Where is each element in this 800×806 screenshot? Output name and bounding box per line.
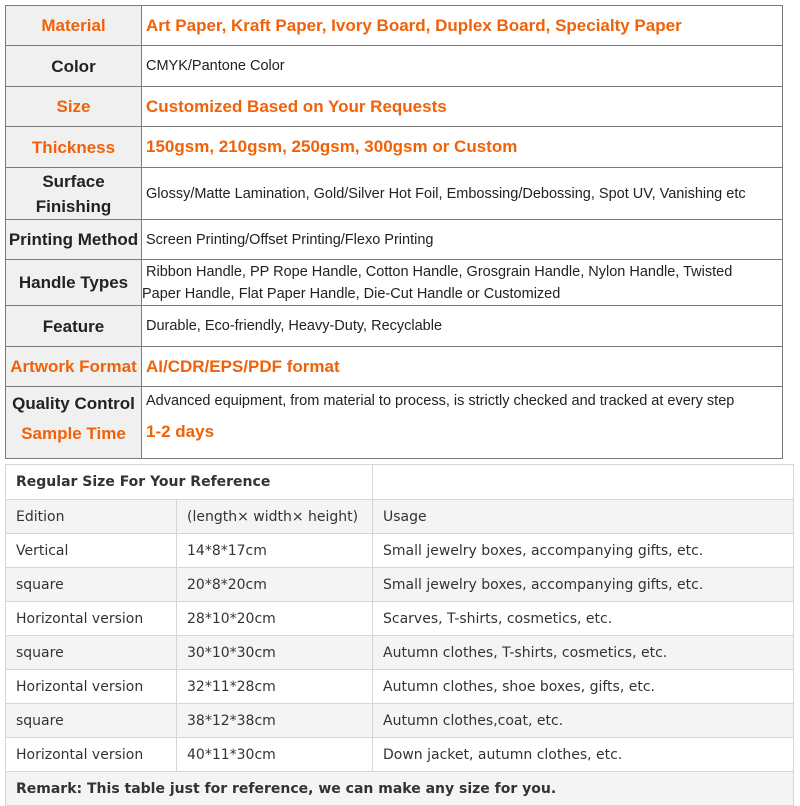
- table-row: [6, 704, 794, 738]
- color-label: Color: [6, 46, 142, 87]
- size-table-header-row: [6, 500, 794, 534]
- row-usage: Autumn clothes,coat, etc.: [373, 704, 794, 738]
- row-usage: Small jewelry boxes, accompanying gifts, etc.: [373, 568, 794, 602]
- surface-finishing-label-line1: Surface: [42, 171, 105, 191]
- spec-row-handle-types: [6, 260, 783, 306]
- table-row: [6, 636, 794, 670]
- row-dimensions: 40*11*30cm: [177, 738, 373, 772]
- header-usage: Usage: [373, 500, 794, 534]
- table-row: [6, 602, 794, 636]
- spec-row-color: [6, 46, 783, 87]
- artwork-format-value: AI/CDR/EPS/PDF format: [142, 347, 783, 387]
- row-edition: Horizontal version: [6, 602, 177, 636]
- spec-table: [5, 5, 783, 459]
- handle-types-value-line1: Ribbon Handle, PP Rope Handle, Cotton Handle, Grosgrain Handle, Nylon Handle, Twisted: [146, 263, 733, 280]
- sample-time-value: 1-2 days: [146, 422, 215, 441]
- remark-text: Remark: This table just for reference, we can make any size for you.: [6, 772, 794, 806]
- row-usage: Down jacket, autumn clothes, etc.: [373, 738, 794, 772]
- size-reference-table: [5, 464, 794, 806]
- color-value: CMYK/Pantone Color: [142, 46, 783, 87]
- header-edition: Edition: [6, 500, 177, 534]
- row-dimensions: 30*10*30cm: [177, 636, 373, 670]
- feature-label: Feature: [6, 306, 142, 347]
- size-table-title: Regular Size For Your Reference: [6, 465, 373, 500]
- feature-value: Durable, Eco-friendly, Heavy-Duty, Recyclable: [142, 306, 783, 347]
- remark-row: [6, 772, 794, 806]
- quality-sample-label-cell: [6, 387, 142, 459]
- quality-control-label: Quality Control: [12, 394, 135, 413]
- sample-time-label: Sample Time: [21, 424, 126, 443]
- row-usage: Small jewelry boxes, accompanying gifts, etc.: [373, 534, 794, 568]
- thickness-value: 150gsm, 210gsm, 250gsm, 300gsm or Custom: [142, 127, 783, 168]
- row-edition: square: [6, 568, 177, 602]
- surface-finishing-label: [6, 168, 142, 220]
- row-usage: Autumn clothes, shoe boxes, gifts, etc.: [373, 670, 794, 704]
- quality-sample-value-cell: [142, 387, 783, 459]
- printing-method-value: Screen Printing/Offset Printing/Flexo Printing: [142, 220, 783, 260]
- size-table-title-empty: [373, 465, 794, 500]
- row-dimensions: 14*8*17cm: [177, 534, 373, 568]
- spec-row-surface-finishing: [6, 168, 783, 220]
- surface-finishing-value: Glossy/Matte Lamination, Gold/Silver Hot Foil, Embossing/Debossing, Spot UV, Vanishing etc: [142, 168, 783, 220]
- spec-row-quality-sample: [6, 387, 783, 459]
- printing-method-label: Printing Method: [6, 220, 142, 260]
- table-row: [6, 568, 794, 602]
- surface-finishing-label-line2: Finishing: [35, 196, 112, 216]
- row-edition: square: [6, 704, 177, 738]
- handle-types-label: Handle Types: [6, 260, 142, 306]
- row-dimensions: 28*10*20cm: [177, 602, 373, 636]
- row-edition: square: [6, 636, 177, 670]
- size-label: Size: [6, 87, 142, 127]
- table-row: [6, 534, 794, 568]
- row-dimensions: 38*12*38cm: [177, 704, 373, 738]
- row-edition: Vertical: [6, 534, 177, 568]
- material-value: Art Paper, Kraft Paper, Ivory Board, Duplex Board, Specialty Paper: [142, 6, 783, 46]
- spec-row-material: [6, 6, 783, 46]
- size-value: Customized Based on Your Requests: [142, 87, 783, 127]
- row-usage: Scarves, T-shirts, cosmetics, etc.: [373, 602, 794, 636]
- table-row: [6, 738, 794, 772]
- handle-types-value-line2: Paper Handle, Flat Paper Handle, Die-Cut Handle or Customized: [142, 285, 561, 302]
- handle-types-value: [142, 260, 783, 306]
- row-edition: Horizontal version: [6, 738, 177, 772]
- row-dimensions: 20*8*20cm: [177, 568, 373, 602]
- spec-row-artwork-format: [6, 347, 783, 387]
- row-usage: Autumn clothes, T-shirts, cosmetics, etc.: [373, 636, 794, 670]
- artwork-format-label: Artwork Format: [6, 347, 142, 387]
- spec-row-size: [6, 87, 783, 127]
- row-edition: Horizontal version: [6, 670, 177, 704]
- header-dimensions: (length× width× height): [177, 500, 373, 534]
- spec-row-printing-method: [6, 220, 783, 260]
- spec-row-feature: [6, 306, 783, 347]
- spec-row-thickness: [6, 127, 783, 168]
- quality-control-value: Advanced equipment, from material to process, is strictly checked and tracked at every step: [146, 393, 735, 409]
- size-table-title-row: [6, 465, 794, 500]
- thickness-label: Thickness: [6, 127, 142, 168]
- table-row: [6, 670, 794, 704]
- material-label: Material: [6, 6, 142, 46]
- row-dimensions: 32*11*28cm: [177, 670, 373, 704]
